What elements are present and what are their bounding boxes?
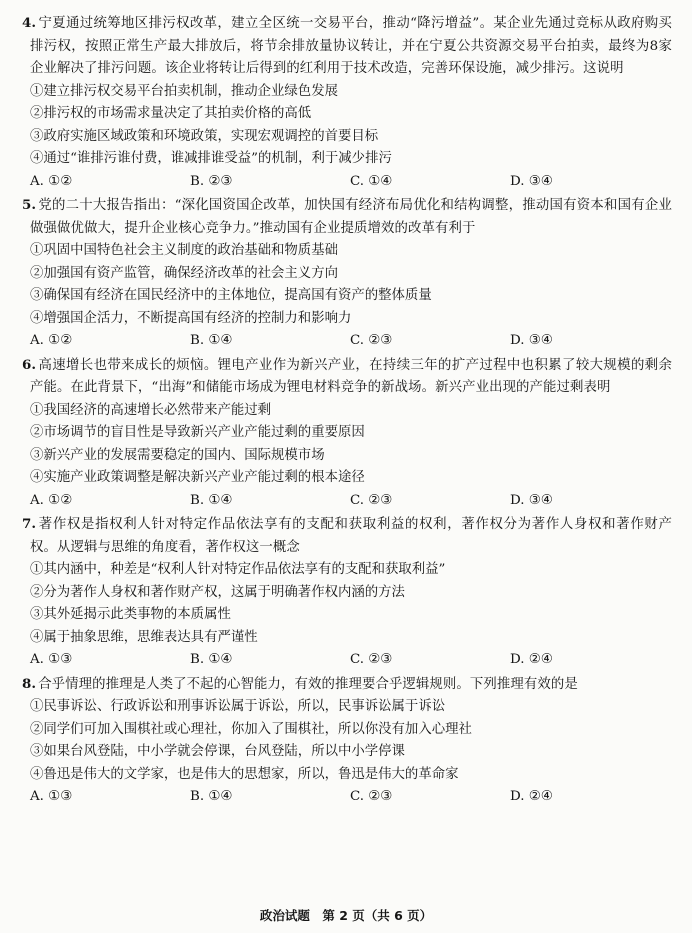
option-a: A. ①② bbox=[30, 492, 73, 508]
statement: ①我国经济的高速增长必然带来产能过剩 bbox=[30, 402, 272, 418]
statement: ①其内涵中，种差是“权利人针对特定作品依法享有的支配和获取利益” bbox=[30, 562, 446, 577]
question-stem: 高速增长也带来成长的烦恼。锂电产业作为新兴产业，在持续三年的扩产过程中也积累了较大规模的剩余产能。在此背景下，“出海”和储能市场成为锂电材料竞争的新战场。新兴产业出现的产能过剩表明 bbox=[30, 357, 672, 395]
statement: ④鲁迅是伟大的文学家，也是伟大的思想家，所以，鲁迅是伟大的革命家 bbox=[30, 766, 459, 782]
statement: ④增强国企活力，不断提高国有经济的控制力和影响力 bbox=[30, 310, 352, 326]
option-b: B. ①④ bbox=[190, 789, 233, 804]
statement: ②排污权的市场需求量决定了其拍卖价格的高低 bbox=[30, 106, 312, 121]
question-stem: 合乎情理的推理是人类了不起的心智能力，有效的推理要合乎逻辑规则。下列推理有效的是 bbox=[38, 676, 578, 692]
option-d: D. ③④ bbox=[510, 492, 553, 508]
page-footer: 政治试题 第 2 页（共 6 页） bbox=[259, 908, 433, 923]
statement: ④实施产业政策调整是解决新兴产业产能过剩的根本途径 bbox=[30, 470, 365, 485]
question-number: 5. bbox=[22, 197, 37, 213]
question-5 bbox=[22, 194, 672, 353]
option-a: A. ①② bbox=[30, 333, 73, 348]
answer-options bbox=[30, 786, 672, 809]
question-stem: 著作权是指权利人针对特定作品依法享有的支配和获取利益的权利，著作权分为著作人身权和著作财产权。从逻辑与思维的角度看，著作权这一概念 bbox=[30, 517, 672, 555]
question-stem: 党的二十大报告指出：“深化国资国企改革，加快国有经济布局优化和结构调整，推动国有资本和国有企业做强做优做大，提升企业核心竞争力。”推动国有企业提质增效的改革有利于 bbox=[30, 198, 672, 236]
option-c: C. ②③ bbox=[350, 333, 393, 348]
question-7 bbox=[22, 513, 672, 672]
question-8 bbox=[22, 673, 672, 809]
option-b: B. ①④ bbox=[190, 333, 233, 348]
question-number: 8. bbox=[22, 675, 37, 692]
statement: ①民事诉讼、行政诉讼和刑事诉讼属于诉讼，所以，民事诉讼属于诉讼 bbox=[30, 699, 446, 714]
statement: ③如果台风登陆，中小学就会停课，台风登陆，所以中小学停课 bbox=[30, 744, 405, 759]
answer-options bbox=[30, 330, 672, 353]
option-d: D. ③④ bbox=[510, 333, 553, 348]
statement: ④属于抽象思维，思维表达具有严谨性 bbox=[30, 629, 258, 645]
option-c: C. ①④ bbox=[350, 173, 393, 189]
question-stem: 宁夏通过统筹地区排污权改革，建立全区统一交易平台，推动“降污增益”。某企业先通过竞标从政府购买排污权，按照正常生产最大排放后，将节余排放量协议转让，并在宁夏公共资源交易平台拍卖，最终为8家企业解决了排污问题。该企业将转让后得到的红利用于技术改造，完善环保设施，减少排污。这说明 bbox=[30, 16, 672, 76]
statement: ②加强国有资产监管，确保经济改革的社会主义方向 bbox=[30, 265, 338, 281]
option-a: A. ①③ bbox=[30, 652, 73, 667]
question-4 bbox=[22, 12, 672, 193]
option-d: D. ③④ bbox=[510, 173, 553, 189]
answer-options bbox=[30, 649, 672, 672]
option-c: C. ②③ bbox=[350, 789, 393, 804]
option-d: D. ②④ bbox=[510, 789, 553, 804]
statement: ②分为著作人身权和著作财产权，这属于明确著作权内涵的方法 bbox=[30, 584, 405, 600]
answer-options bbox=[30, 490, 672, 513]
option-b: B. ①④ bbox=[190, 652, 233, 667]
option-c: C. ②③ bbox=[350, 492, 393, 508]
statement: ③其外延揭示此类事物的本质属性 bbox=[30, 607, 231, 622]
statement: ③新兴产业的发展需要稳定的国内、国际规模市场 bbox=[30, 447, 325, 463]
option-a: A. ①② bbox=[30, 173, 73, 189]
question-6 bbox=[22, 354, 672, 513]
option-d: D. ②④ bbox=[510, 652, 553, 667]
statement: ②同学们可加入围棋社或心理社，你加入了围棋社，所以你没有加入心理社 bbox=[30, 721, 472, 737]
statement: ①巩固中国特色社会主义制度的政治基础和物质基础 bbox=[30, 243, 338, 258]
option-c: C. ②③ bbox=[350, 652, 393, 667]
statement: ②市场调节的盲目性是导致新兴产业产能过剩的重要原因 bbox=[30, 425, 365, 440]
question-number: 7. bbox=[22, 516, 37, 532]
option-b: B. ①④ bbox=[190, 492, 233, 508]
statement: ③确保国有经济在国民经济中的主体地位，提高国有资产的整体质量 bbox=[30, 288, 432, 303]
statement: ④通过“谁排污谁付费，谁减排谁受益”的机制，利于减少排污 bbox=[30, 151, 392, 166]
option-b: B. ②③ bbox=[190, 173, 233, 189]
answer-options bbox=[30, 171, 672, 194]
statement: ①建立排污权交易平台拍卖机制，推动企业绿色发展 bbox=[30, 83, 338, 99]
statement: ③政府实施区域政策和环境政策，实现宏观调控的首要目标 bbox=[30, 128, 379, 144]
option-a: A. ①③ bbox=[30, 789, 73, 804]
question-number: 4. bbox=[22, 15, 37, 31]
question-number: 6. bbox=[22, 356, 37, 373]
